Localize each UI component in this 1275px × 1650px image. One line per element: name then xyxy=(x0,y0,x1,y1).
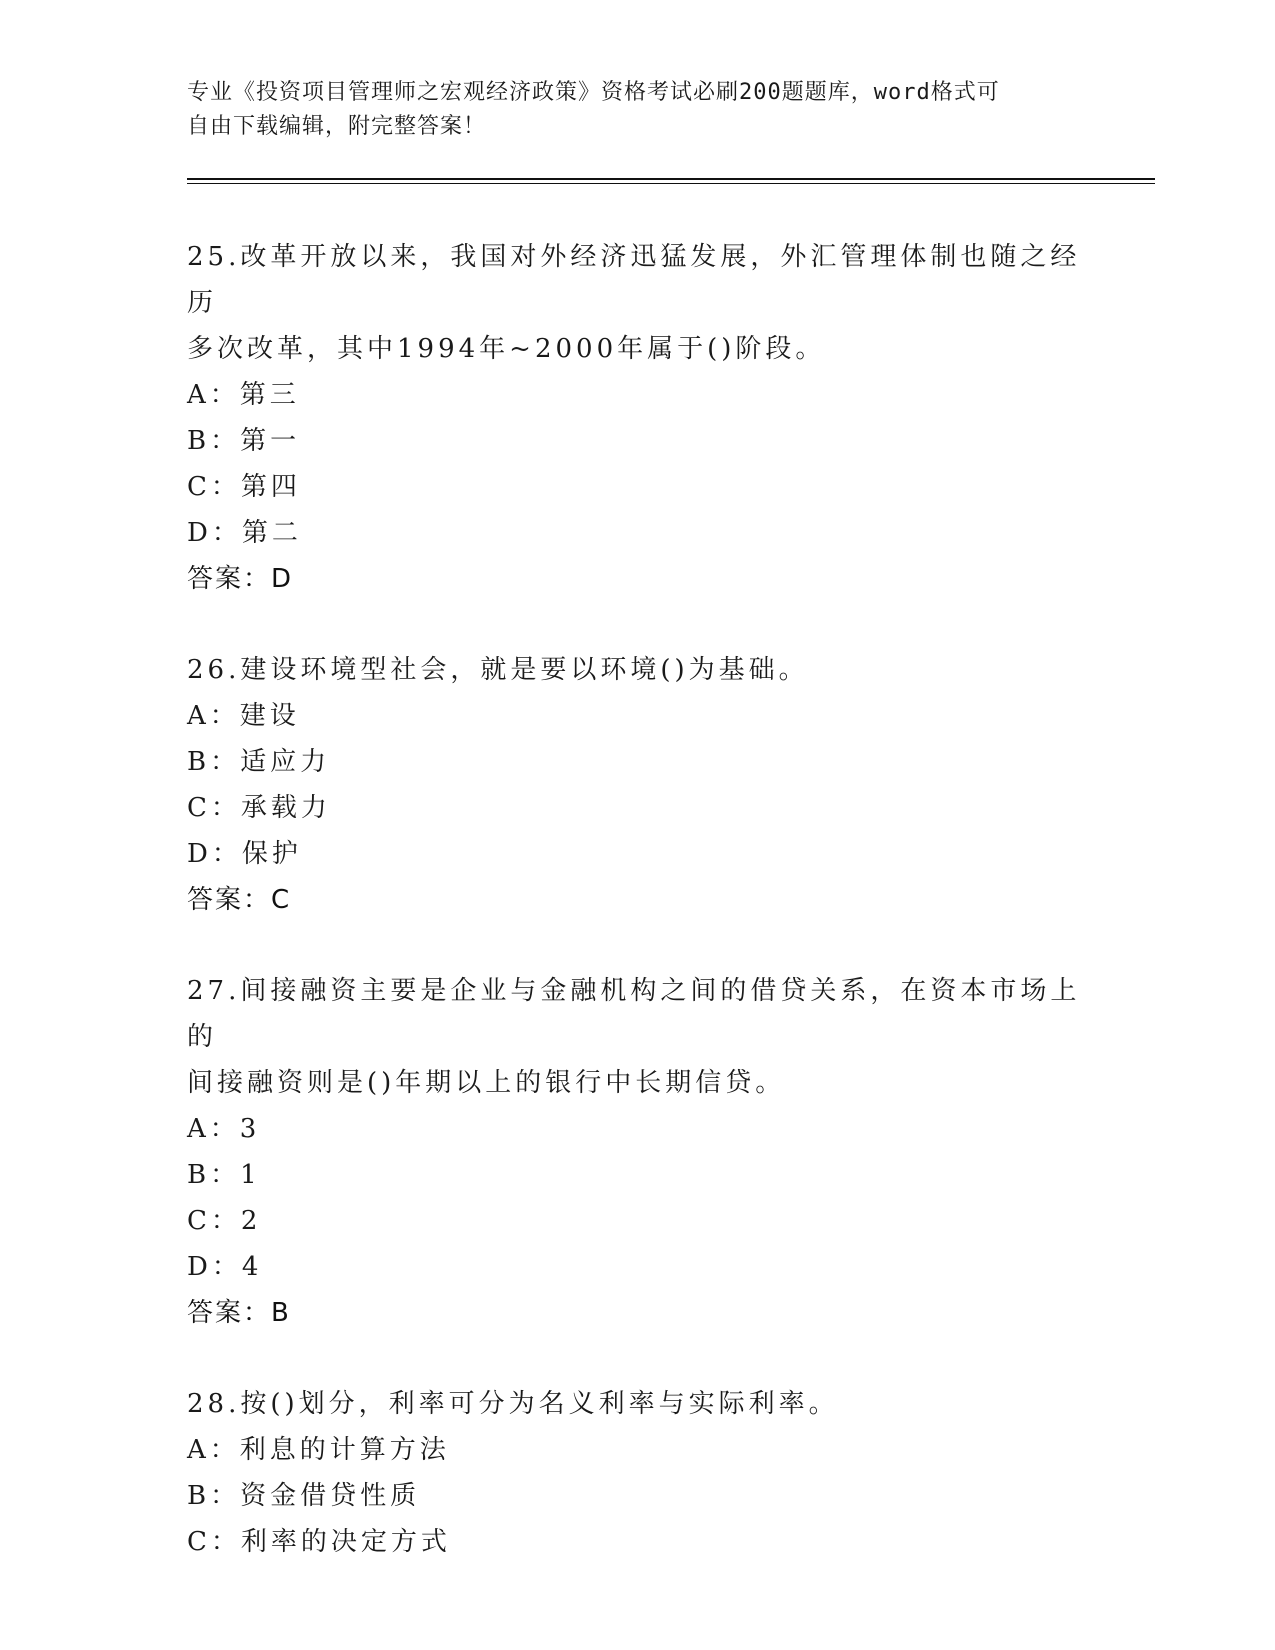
question-stem-continued: 多次改革，其中1994年~2000年属于()阶段。 xyxy=(187,334,826,364)
header-title-line-1: 专业《投资项目管理师之宏观经济政策》资格考试必刷200题题库，word格式可 xyxy=(187,80,1000,105)
question-stem: 28.按()划分，利率可分为名义利率与实际利率。 xyxy=(187,1389,839,1419)
question-stem: 26.建设环境型社会，就是要以环境()为基础。 xyxy=(187,655,809,685)
option-a: A：3 xyxy=(187,1114,261,1144)
option-c: C：第四 xyxy=(187,472,301,502)
option-b: B：第一 xyxy=(187,426,301,456)
option-c: C：2 xyxy=(187,1206,262,1236)
option-a: A：建设 xyxy=(187,701,300,731)
answer-line: 答案：B xyxy=(187,1298,291,1328)
option-c: C：利率的决定方式 xyxy=(187,1527,451,1557)
answer-line: 答案：D xyxy=(187,564,294,594)
question-stem: 25.改革开放以来，我国对外经济迅猛发展，外汇管理体制也随之经历 xyxy=(187,242,1081,318)
question-stem-continued: 间接融资则是()年期以上的银行中长期信贷。 xyxy=(187,1068,786,1098)
header-divider-thick xyxy=(187,178,1155,180)
question-28 xyxy=(187,1381,1087,1565)
question-list xyxy=(187,234,1087,1565)
question-stem: 27.间接融资主要是企业与金融机构之间的借贷关系，在资本市场上的 xyxy=(187,976,1081,1052)
option-b: B：资金借贷性质 xyxy=(187,1481,421,1511)
header-title-line-2: 自由下载编辑，附完整答案！ xyxy=(187,114,487,139)
header-divider-thin xyxy=(187,183,1155,184)
option-a: A：利息的计算方法 xyxy=(187,1435,450,1465)
option-d: D：保护 xyxy=(187,839,302,869)
option-a: A：第三 xyxy=(187,380,300,410)
option-c: C：承载力 xyxy=(187,793,331,823)
option-b: B：适应力 xyxy=(187,747,331,777)
question-25 xyxy=(187,234,1087,602)
answer-line: 答案：C xyxy=(187,885,292,915)
question-26 xyxy=(187,647,1087,923)
option-d: D：第二 xyxy=(187,518,302,548)
document-header xyxy=(187,76,1067,144)
option-b: B：1 xyxy=(187,1160,261,1190)
option-d: D：4 xyxy=(187,1252,263,1282)
question-27 xyxy=(187,968,1087,1336)
